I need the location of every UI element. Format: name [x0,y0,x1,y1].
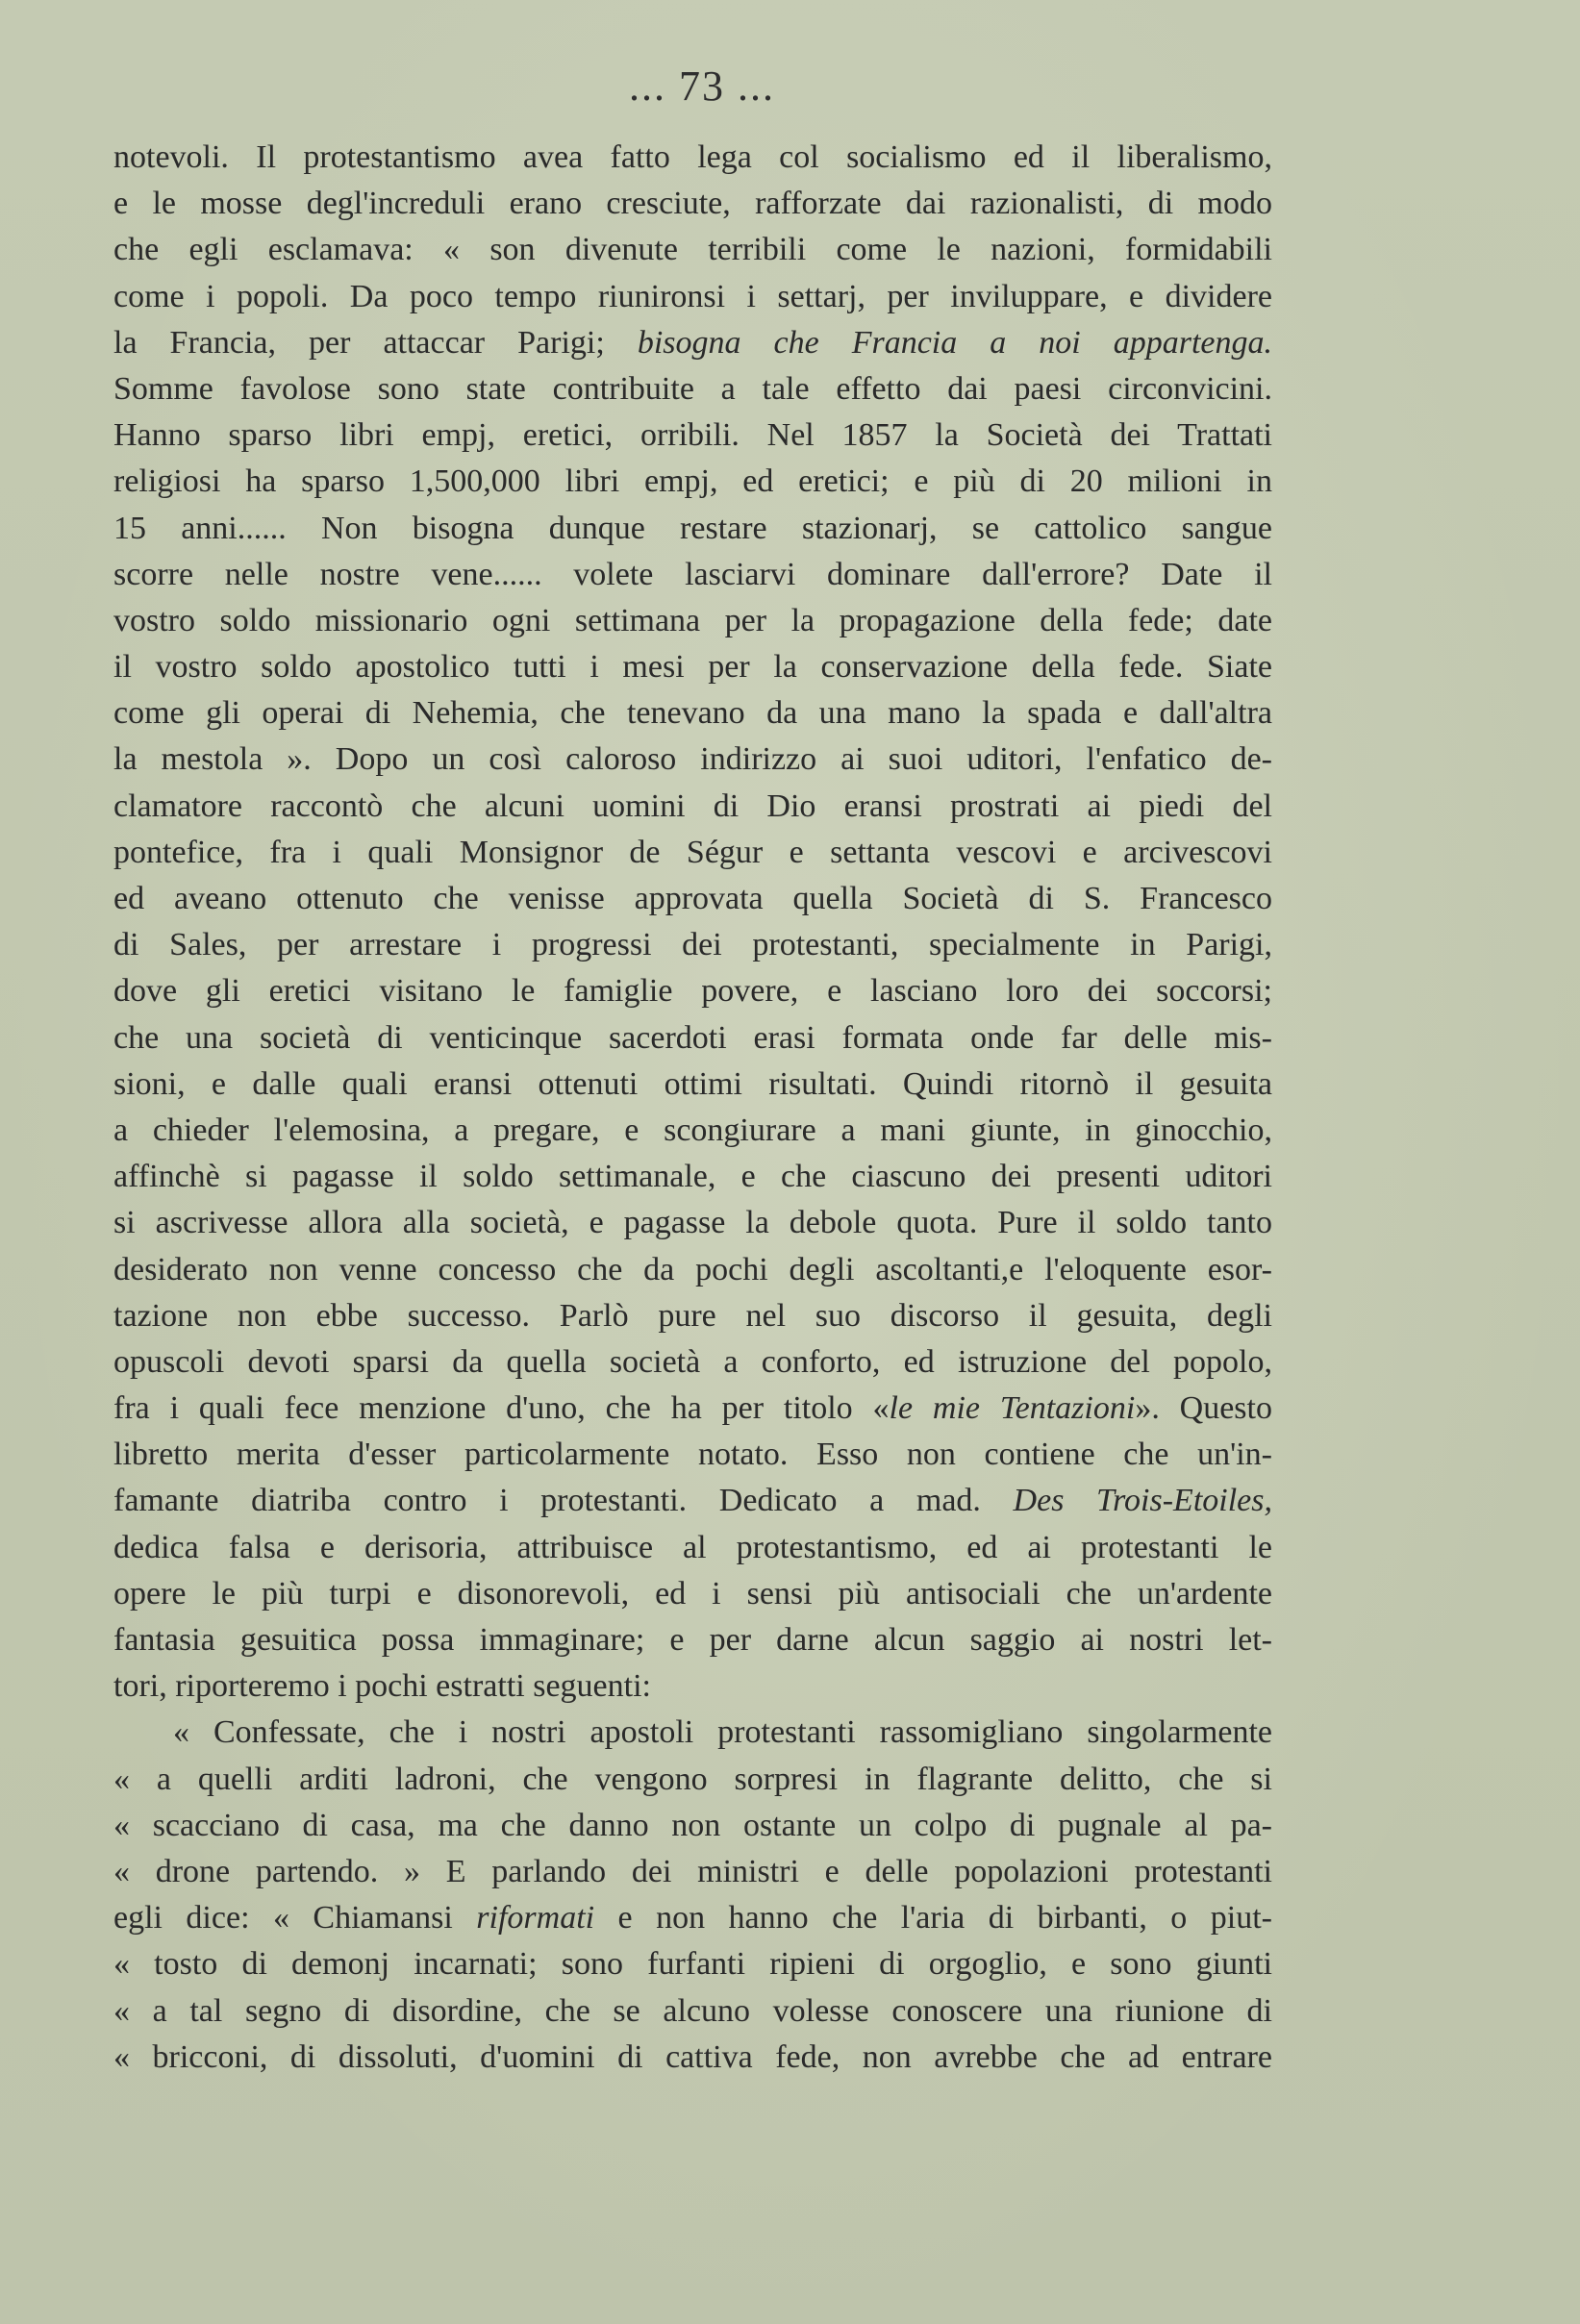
text-line [113,135,1272,181]
text-line [113,1015,1272,1062]
text-line [113,1154,1272,1200]
text-run: dedica falsa e derisoria, attribuisce al protestantismo, ed ai protestanti le [113,1529,1272,1565]
text-run: come gli operai di Nehemia, che tenevano da una mano la spada e dall'altra [113,695,1272,732]
text-run: la mestola ». Dopo un così caloroso indirizzo ai suoi uditori, l'enfatico de- [113,741,1272,778]
text-run: fra i quali fece menzione d'uno, che ha per titolo « [113,1390,890,1427]
text-run: che una società di venticinque sacerdoti erasi formata onde far delle mis- [113,1019,1272,1056]
text-run: tori, riporteremo i pochi estratti seguenti: [113,1668,651,1705]
text-run: sioni, e dalle quali eransi ottenuti ottimi risultati. Quindi ritornò il gesuita [113,1065,1272,1102]
text-line [113,1803,1272,1849]
text-run: libretto merita d'esser particolarmente notato. Esso non contiene che un'in- [113,1437,1272,1473]
text-run: 15 anni...... Non bisogna dunque restare stazionarj, se cattolico sangue [113,510,1272,546]
text-line [113,1108,1272,1154]
text-line [113,1200,1272,1246]
text-run: « a quelli arditi ladroni, che vengono sorpresi in flagrante delitto, che si [113,1761,1272,1797]
text-line [113,784,1272,830]
text-line [113,1663,1272,1710]
text-line [113,227,1272,273]
text-line [113,876,1272,922]
text-run: Hanno sparso libri empj, eretici, orribili. Nel 1857 la Società dei Trattati [113,417,1272,454]
text-line [113,412,1272,459]
text-line [113,1988,1272,2035]
text-line [113,1849,1272,1895]
text-run: vostro soldo missionario ogni settimana per la propagazione della fede; date [113,602,1272,638]
text-run: scorre nelle nostre vene...... volete lasciarvi dominare dall'errore? Date il [113,556,1272,592]
text-line [113,1432,1272,1478]
text-line [113,320,1272,366]
text-run: a chieder l'elemosina, a pregare, e scongiurare a mani giunte, in ginocchio, [113,1112,1272,1148]
text-run: opere le più turpi e disonorevoli, ed i sensi più antisociali che un'ardente [113,1575,1272,1612]
text-run: desiderato non venne concesso che da pochi degli ascoltanti,e l'eloquente esor- [113,1251,1272,1287]
text-run: affinchè si pagasse il soldo settimanale, e che ciascuno dei presenti uditori [113,1159,1272,1195]
text-line [113,2035,1272,2081]
text-run: ed aveano ottenuto che venisse approvata quella Società di S. Francesco [113,881,1272,916]
text-line [113,1895,1272,1941]
text-line [113,690,1272,737]
text-run: « Confessate, che i nostri apostoli protestanti rassomigliano singolarmente [173,1714,1272,1751]
text-line [113,1710,1272,1756]
text-run: la Francia, per attaccar Parigi; [113,324,638,361]
text-line [113,968,1272,1014]
text-line [113,1478,1272,1524]
text-line [113,1247,1272,1293]
text-run: si ascrivesse allora alla società, e pagasse la debole quota. Pure il soldo tanto [113,1205,1272,1241]
text-run: che egli esclamava: « son divenute terribili come le nazioni, formidabili [113,232,1272,268]
text-run: « a tal segno di disordine, che se alcuno volesse conoscere una riunione di [113,1992,1272,2029]
italic-text: le mie Tentazioni [889,1390,1136,1427]
text-run: e non hanno che l'aria di birbanti, o piut- [594,1900,1272,1937]
text-line [113,1525,1272,1571]
text-run: famante diatriba contro i protestanti. Dedicato a mad. [113,1483,1014,1519]
italic-text: riformati [476,1900,595,1937]
text-run: il vostro soldo apostolico tutti i mesi per la conservazione della fede. Siate [113,649,1272,686]
italic-text: Des Trois-Etoiles, [1013,1483,1272,1519]
body-text [113,135,1272,2081]
page-number: ... 73 ... [629,62,775,110]
text-line [113,1386,1272,1432]
text-line [113,830,1272,876]
text-line [113,737,1272,783]
text-line [113,1617,1272,1663]
text-run: « tosto di demonj incarnati; sono furfanti ripieni di orgoglio, e sono giunti [113,1946,1272,1983]
text-line [113,1757,1272,1803]
text-line [113,1941,1272,1987]
text-run: ». Questo [1135,1390,1272,1427]
text-line [113,181,1272,227]
text-line [113,459,1272,505]
text-line [113,922,1272,968]
text-run: religiosi ha sparso 1,500,000 libri empj, ed eretici; e più di 20 milioni in [113,463,1272,500]
text-run: « bricconi, di dissoluti, d'uomini di cattiva fede, non avrebbe che ad entrare [113,2038,1272,2075]
text-line [113,598,1272,644]
text-line [113,1339,1272,1386]
text-run: come i popoli. Da poco tempo riunironsi i settarj, per inviluppare, e dividere [113,278,1272,314]
text-run: egli dice: « Chiamansi [113,1900,477,1937]
text-line [113,1571,1272,1617]
text-line [113,506,1272,552]
text-run: tazione non ebbe successo. Parlò pure nel suo discorso il gesuita, degli [113,1297,1272,1334]
text-run: « scacciano di casa, ma che danno non ostante un colpo di pugnale al pa- [113,1807,1272,1843]
text-run: notevoli. Il protestantismo avea fatto lega col socialismo ed il liberalismo, [113,139,1272,175]
text-run: e le mosse degl'increduli erano cresciute, rafforzate dai razionalisti, di modo [113,186,1272,222]
text-run: fantasia gesuitica possa immaginare; e per darne alcun saggio ai nostri let- [113,1622,1272,1658]
text-line [113,274,1272,320]
text-run: pontefice, fra i quali Monsignor de Ségur e settanta vescovi e arcivescovi [113,834,1272,870]
text-line [113,1293,1272,1339]
text-run: opuscoli devoti sparsi da quella società a conforto, ed istruzione del popolo, [113,1343,1272,1380]
text-run: clamatore raccontò che alcuni uomini di Dio eransi prostrati ai piedi del [113,787,1272,824]
text-line [113,552,1272,598]
text-run: Somme favolose sono state contribuite a tale effetto dai paesi circonvicini. [113,370,1272,407]
text-line [113,644,1272,690]
text-run: di Sales, per arrestare i progressi dei protestanti, specialmente in Parigi, [113,927,1272,963]
italic-text: bisogna che Francia a noi appartenga. [637,324,1272,361]
text-line [113,366,1272,412]
text-run: « drone partendo. » E parlando dei ministri e delle popolazioni protestanti [113,1853,1272,1889]
text-run: dove gli eretici visitano le famiglie povere, e lasciano loro dei soccorsi; [113,973,1272,1010]
text-line [113,1062,1272,1108]
